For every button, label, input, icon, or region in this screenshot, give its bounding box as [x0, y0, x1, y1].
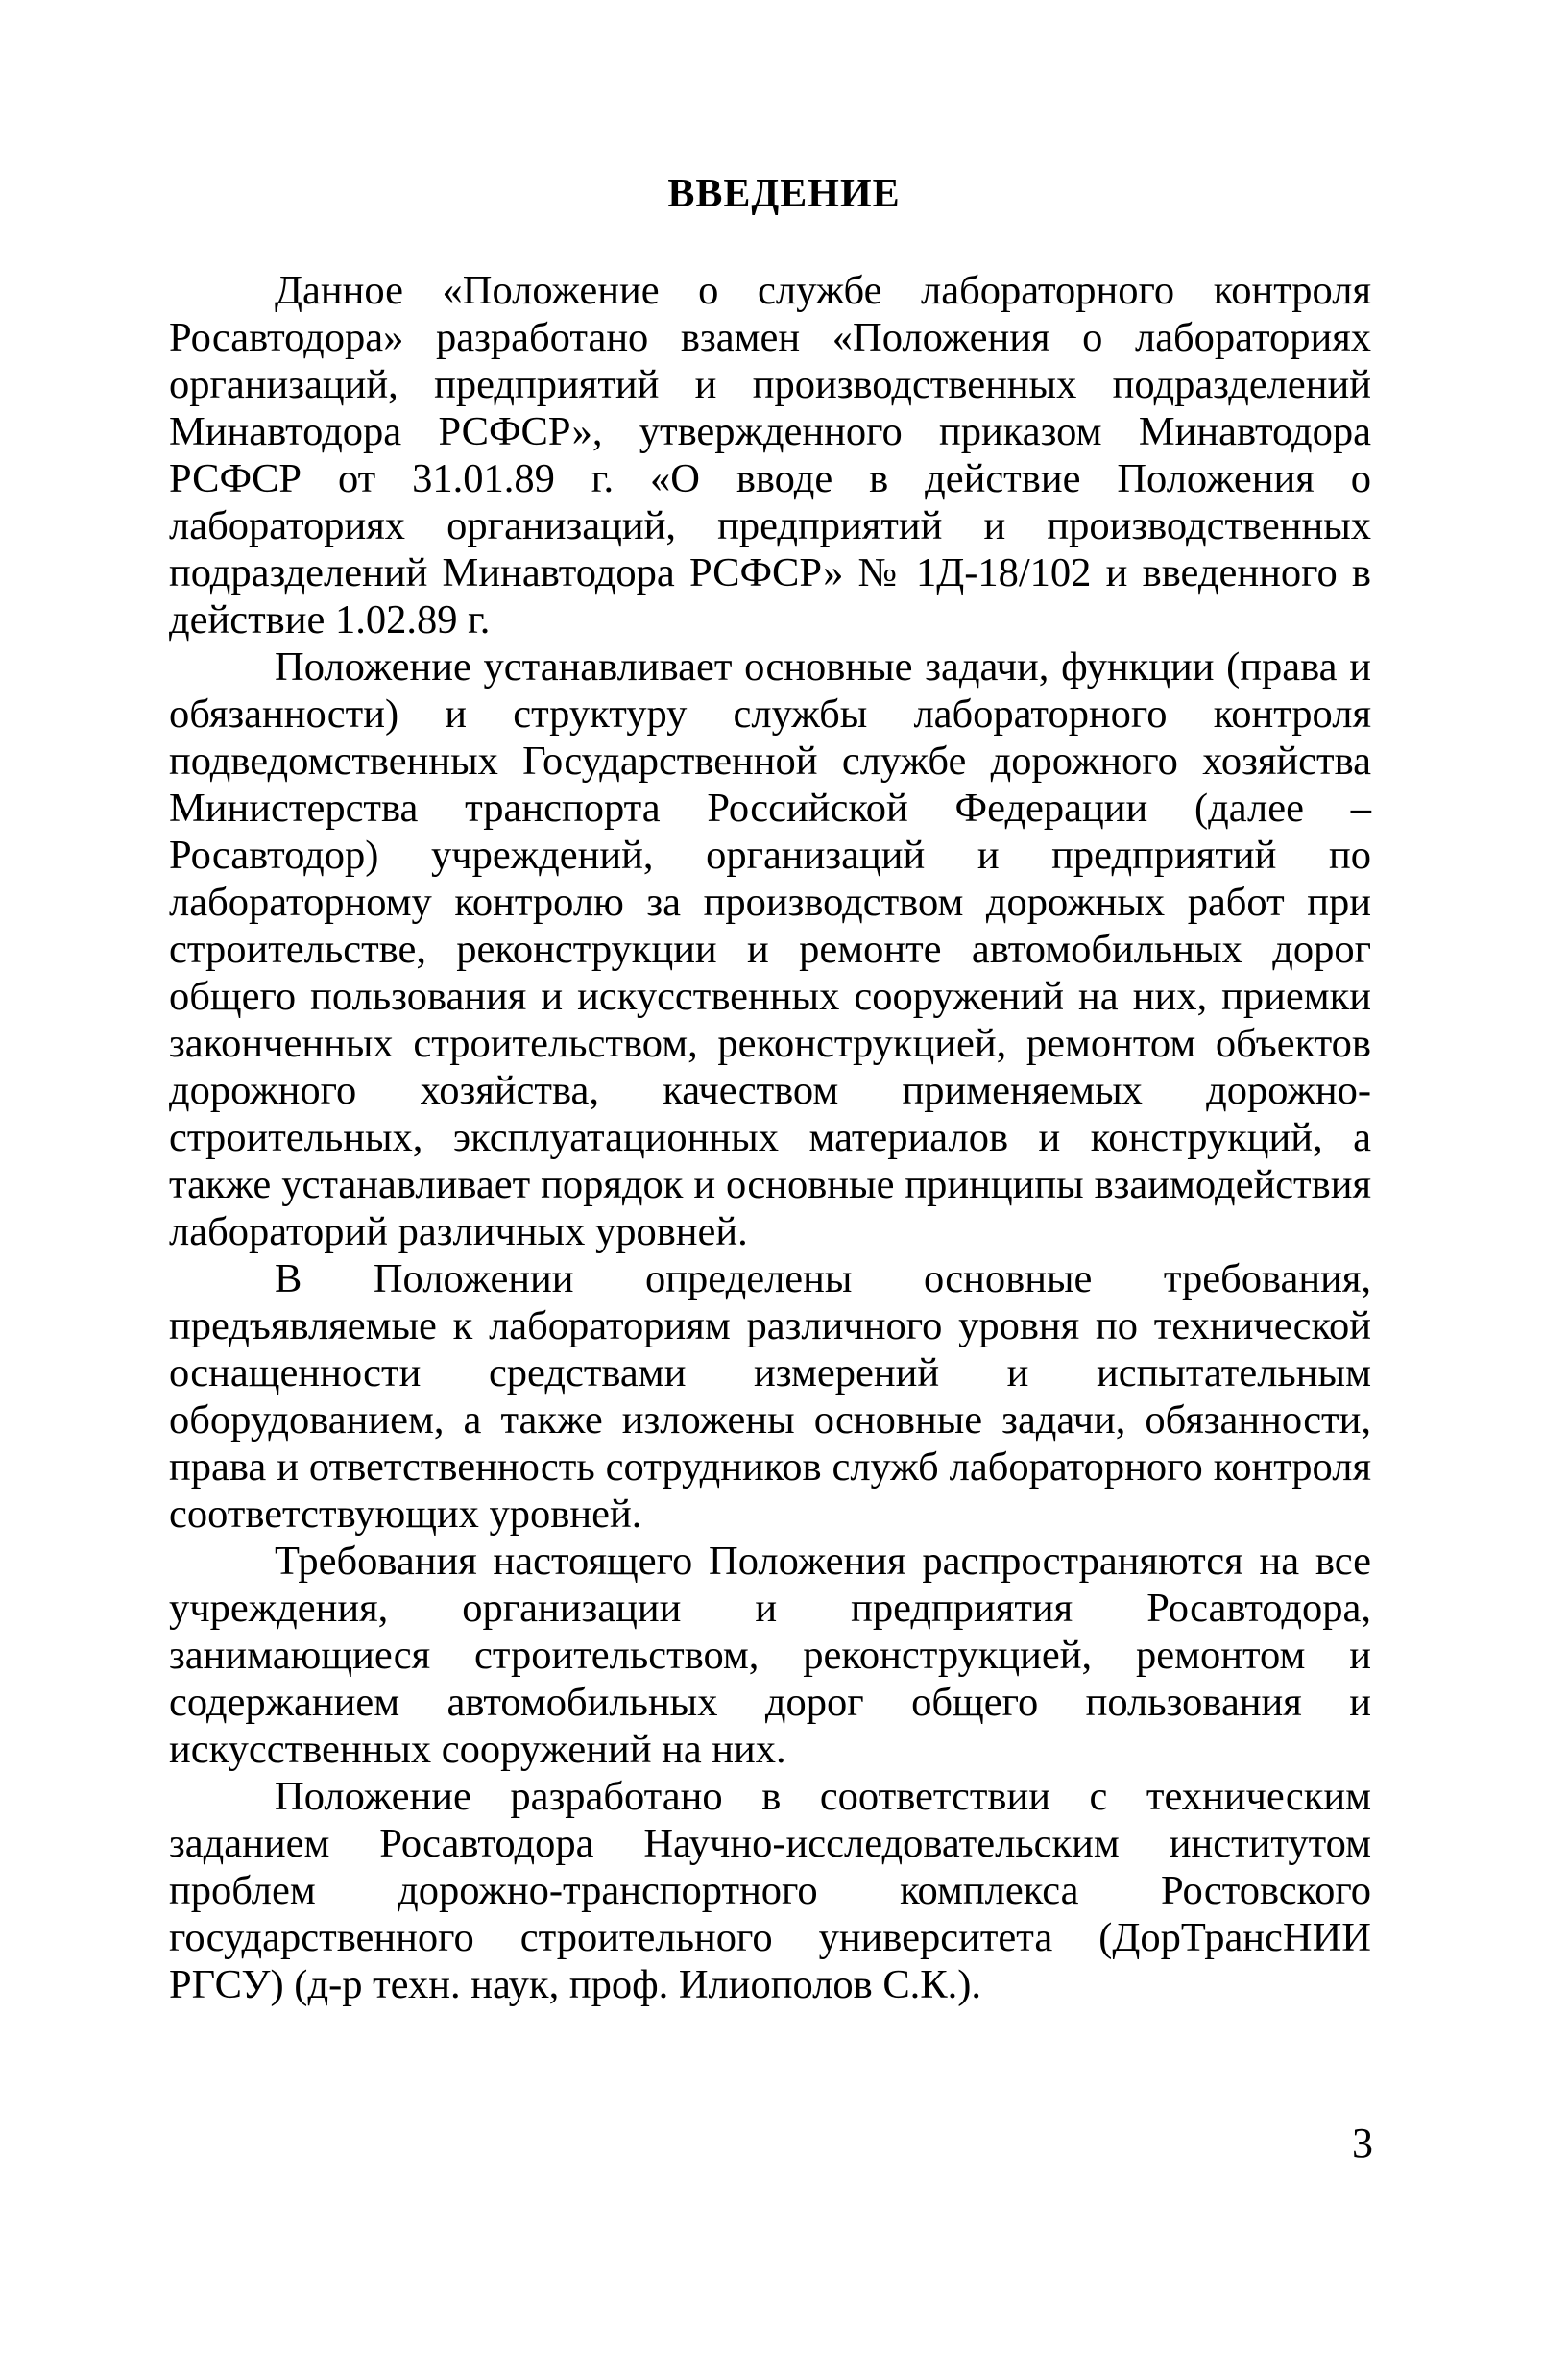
body-text	[169, 267, 1371, 2008]
paragraph-requirements: В Положении определены основные требования, предъявляемые к лабораториям различного уровня по технической оснащенности средствами измерений и испытательным оборудованием, а также изложены основные задачи, обязанности, права и ответственность сотрудников служб лабораторного контроля соответствующих уровней.	[169, 1256, 1371, 1537]
paragraph-replacement-note: Данное «Положение о службе лабораторного контроля Росавтодора» разработано взамен «Положения о лабораториях организаций, предприятий и производственных подразделений Минавтодора РСФСР», утвержденного приказом Минавтодора РСФСР от 31.01.89 г. «О вводе в действие Положения о лабораториях организаций, предприятий и производственных подразделений Минавтодора РСФСР» № 1Д-18/102 и введенного в действие 1.02.89 г.	[169, 268, 1371, 643]
paragraph-scope-and-tasks: Положение устанавливает основные задачи, функции (права и обязанности) и структуру службы лабораторного контроля подведомственных Государственной службе дорожного хозяйства Министерства транспорта Российской Федерации (далее – Росавтодор) учреждений, организаций и предприятий по лабораторному контролю за производством дорожных работ при строительстве, реконструкции и ремонте автомобильных дорог общего пользования и искусственных сооружений на них, приемки законченных строительством, реконструкцией, ремонтом объектов дорожного хозяйства, качеством применяемых дорожно-строительных, эксплуатационных материалов и конструкций, а также устанавливает порядок и основные принципы взаимодействия лабораторий различных уровней.	[169, 644, 1371, 1254]
page-title: ВВЕДЕНИЕ	[667, 172, 901, 216]
page-number: 3	[1352, 2120, 1373, 2167]
paragraph-applicability: Требования настоящего Положения распространяются на все учреждения, организации и предприятия Росавтодора, занимающиеся строительством, реконструкцией, ремонтом и содержанием автомобильных дорог общего пользования и искусственных сооружений на них.	[169, 1539, 1371, 1772]
paragraph-authors: Положение разработано в соответствии с техническим заданием Росавтодора Научно-исследовательским институтом проблем дорожно-транспортного комплекса Ростовского государственного строительного университета (ДорТрансНИИ РГСУ) (д-р техн. наук, проф. Илиополов С.К.).	[169, 1774, 1371, 2007]
